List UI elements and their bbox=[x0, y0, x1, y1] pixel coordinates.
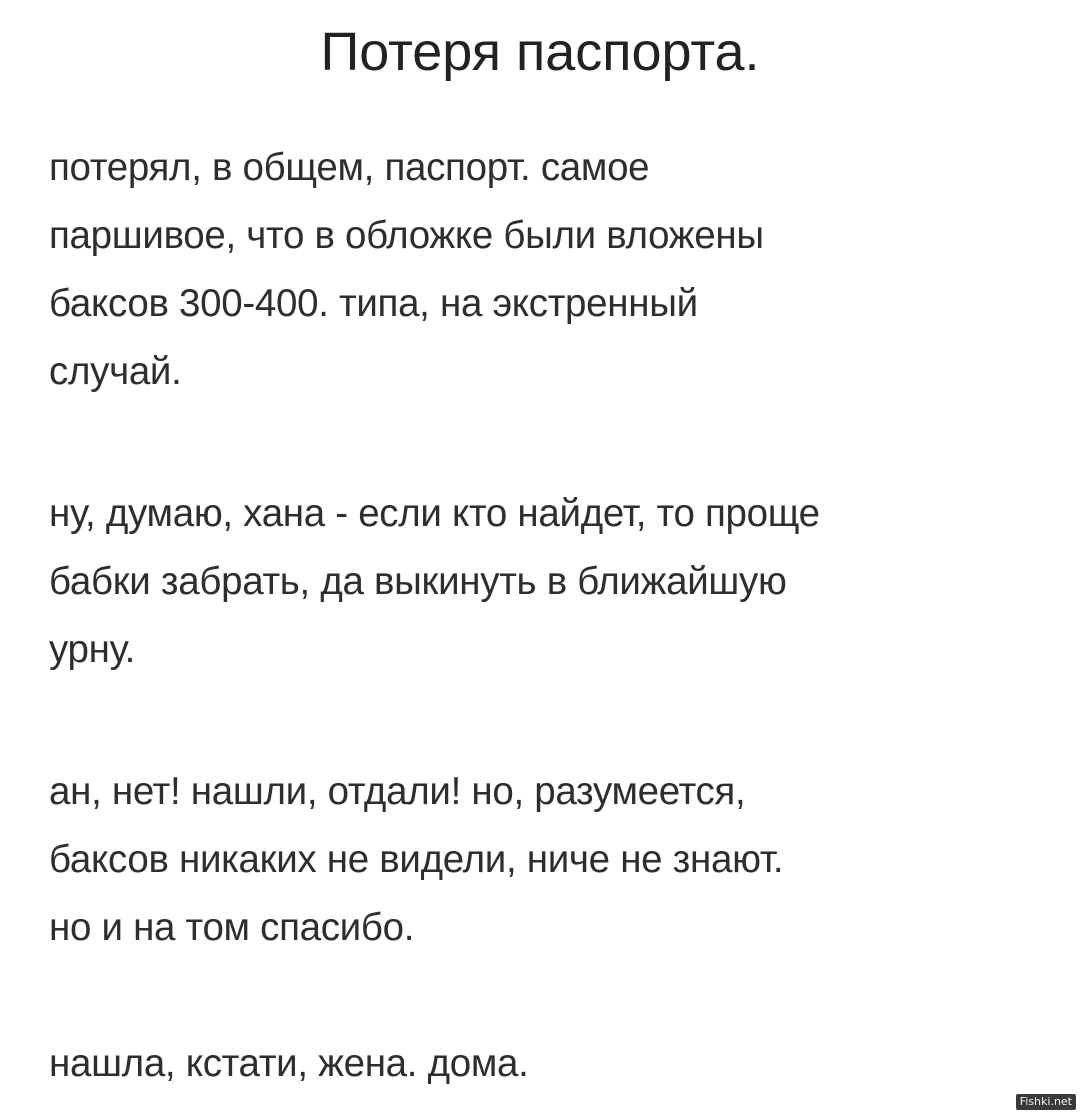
post-title: Потеря паспорта. bbox=[320, 22, 760, 82]
paragraph-2: ну, думаю, хана - если кто найдет, то проще бабки забрать, да выкинуть в ближайшую урну. bbox=[49, 492, 820, 671]
watermark-logo: Fishki.net bbox=[1016, 1094, 1076, 1110]
paragraph-4: нашла, кстати, жена. дома. bbox=[49, 1042, 529, 1085]
paragraph-3: ан, нет! нашли, отдали! но, разумеется, баксов никаких не видели, ниче не знают. но и на том спасибо. bbox=[49, 770, 784, 949]
paragraph-1: потерял, в общем, паспорт. самое паршивое, что в обложке были вложены баксов 300-400. типа, на экстренный случай. bbox=[49, 146, 764, 393]
